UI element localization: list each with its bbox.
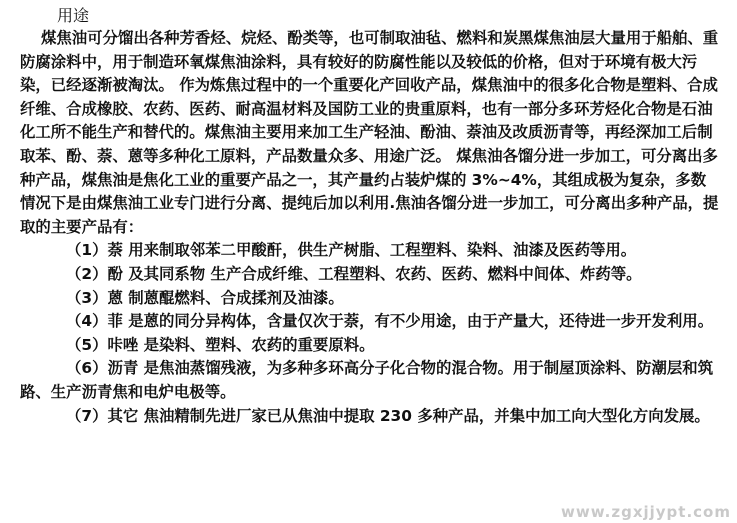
list-item-5: （5）咔唑 是染料、塑料、农药的重要原料。 <box>66 335 375 354</box>
list-item-2: （2）酚 及其同系物 生产合成纤维、工程塑料、农药、医药、燃料中间体、炸药等。 <box>66 264 642 283</box>
list-item-1: （1）萘 用来制取邻苯二甲酸酐，供生产树脂、工程塑料、染料、油漆及医药等用。 <box>66 241 637 260</box>
list-item-6: （6）沥青 是焦油蒸馏残液，为多种多环高分子化合物的混合物。用于制屋顶涂料、防潮层和筑路、生产沥青焦和电炉电极等。 <box>20 359 714 401</box>
intro-paragraph: 煤焦油可分馏出各种芳香烃、烷烃、酚类等，也可制取油毡、燃料和炭黑煤焦油层大量用于船舶、重防腐涂料中，用于制造环氧煤焦油涂料，具有较好的防腐性能以及较低的价格，但对于环境有极大污染，已经逐渐被淘汰。 作为炼焦过程中的一个重要化产回收产品，煤焦油中的很多化合物是塑料、合成纤维、合成橡胶、农药、医药、耐高温材料及国防工业的贵重原料，也有一部分多环芳烃化合物是石油化工所不能生产和替代的。煤焦油主要用来加工生产轻油、酚油、萘油及改质沥青等，再经深加工后制取苯、酚、萘、蒽等多种化工原料，产品数量众多、用途广泛。 煤焦油各馏分进一步加工，可分离出多种产品，煤焦油是焦化工业的重要产品之一，其产量约占装炉煤的 3%~4%，其组成极为复杂，多数情况下是由煤焦油工业专门进行分离、提纯后加以利用.焦油各馏分进一步加工，可分离出多种产品，提取的主要产品有： <box>20 29 719 236</box>
list-item-4: （4）菲 是蒽的同分异构体，含量仅次于萘，有不少用途，由于产量大，还待进一步开发利用。 <box>66 312 714 331</box>
site-watermark: www.zgxjjypt.com <box>561 503 731 521</box>
section-heading: 用途 <box>57 6 90 25</box>
document-body <box>20 4 720 428</box>
list-item-7: （7）其它 焦油精制先进厂家已从焦油中提取 230 多种产品，并集中加工向大型化方向发展。 <box>66 406 710 425</box>
list-item-3: （3）蒽 制蒽醌燃料、合成揉剂及油漆。 <box>66 288 344 307</box>
